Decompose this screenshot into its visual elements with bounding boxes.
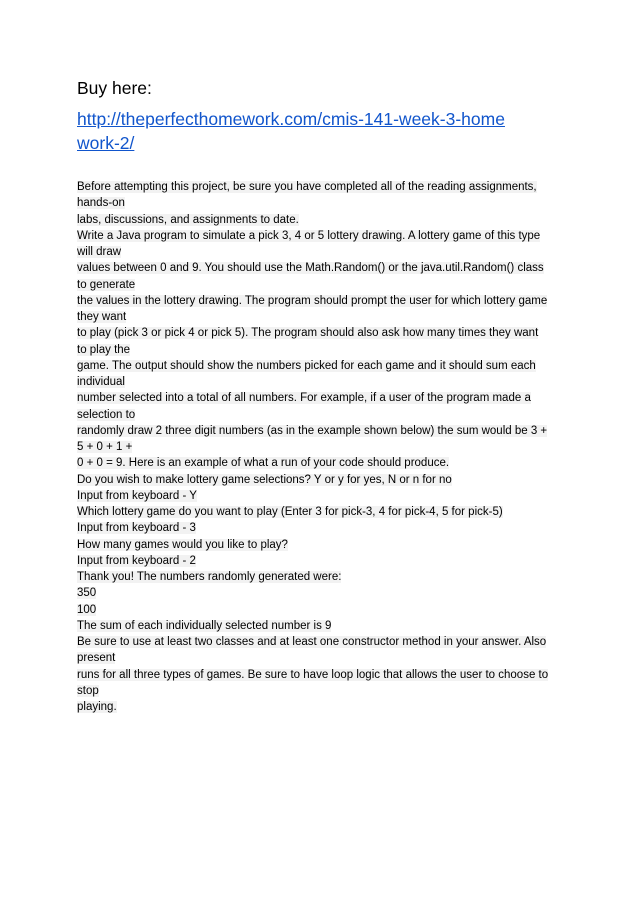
text-line-content: Which lottery game do you want to play (Enter 3 for pick-3, 4 for pick-4, 5 for pick-5) [77, 506, 503, 518]
text-line-content: Before attempting this project, be sure you have completed all of the reading assignments, [77, 181, 537, 193]
product-link-line-1[interactable]: http://theperfecthomework.com/cmis-141-week-3-home [77, 109, 505, 129]
text-line [77, 634, 567, 650]
text-line-content: 350 [77, 587, 97, 600]
text-line [77, 537, 567, 553]
text-line [77, 342, 567, 358]
text-line [77, 439, 567, 455]
assignment-text [77, 179, 567, 715]
text-line [77, 472, 567, 488]
text-line-content: to play (pick 3 or pick 4 or pick 5). The program should also ask how many times they want [77, 327, 539, 340]
product-link[interactable] [77, 107, 567, 155]
text-line [77, 618, 567, 634]
text-line-content: will draw [77, 246, 122, 258]
text-line-content: stop [77, 684, 99, 697]
text-line [77, 325, 567, 341]
text-line [77, 488, 567, 504]
text-line [77, 553, 567, 569]
text-line [77, 228, 567, 244]
text-line-content: values between 0 and 9. You should use the Math.Random() or the java.util.Random() class [77, 262, 544, 275]
text-line-content: labs, discussions, and assignments to date. [77, 213, 299, 226]
text-line [77, 569, 567, 585]
text-line-content: Do you wish to make lottery game selections? Y or y for yes, N or n for no [77, 473, 452, 486]
text-line [77, 260, 567, 276]
text-line [77, 504, 567, 520]
text-line-content: game. The output should show the numbers picked for each game and it should sum each [77, 359, 536, 372]
text-line [77, 390, 567, 406]
text-line-content: Input from keyboard - 2 [77, 554, 196, 567]
document-page [77, 76, 567, 715]
text-line-content: 5 + 0 + 1 + [77, 441, 133, 453]
text-line [77, 423, 567, 439]
text-line [77, 650, 567, 666]
text-line [77, 277, 567, 293]
text-line [77, 374, 567, 390]
text-line-content: individual [77, 376, 125, 388]
text-line [77, 602, 567, 618]
text-line-content: playing. [77, 701, 117, 713]
text-line-content: Be sure to use at least two classes and at least one constructor method in your answer. Also [77, 636, 547, 648]
product-link-line-2[interactable]: work-2/ [77, 133, 135, 153]
text-line-content: to play the [77, 343, 131, 356]
text-line-content: they want [77, 311, 127, 323]
text-line-content: randomly draw 2 three digit numbers (as in the example shown below) the sum would be 3 + [77, 424, 548, 437]
text-line-content: selection to [77, 408, 136, 421]
text-line-content: hands-on [77, 197, 125, 210]
text-line [77, 309, 567, 325]
text-line-content: runs for all three types of games. Be sure to have loop logic that allows the user to choose to [77, 668, 549, 681]
text-line-content: number selected into a total of all numbers. For example, if a user of the program made a [77, 392, 531, 405]
text-line [77, 520, 567, 536]
text-line-content: present [77, 652, 116, 665]
text-line [77, 585, 567, 601]
text-line-content: to generate [77, 278, 136, 291]
text-line [77, 455, 567, 471]
text-line-content: the values in the lottery drawing. The program should prompt the user for which lottery game [77, 294, 548, 307]
text-line-content: 0 + 0 = 9. Here is an example of what a run of your code should produce. [77, 457, 450, 470]
text-line-content: How many games would you like to play? [77, 538, 288, 551]
text-line-content: Input from keyboard - 3 [77, 522, 196, 535]
text-line-content: Write a Java program to simulate a pick 3, 4 or 5 lottery drawing. A lottery game of this type [77, 229, 541, 242]
text-line-content: The sum of each individually selected number is 9 [77, 619, 332, 632]
text-line [77, 699, 567, 715]
text-line [77, 667, 567, 683]
text-line-content: 100 [77, 603, 97, 616]
text-line-content: Input from keyboard - Y [77, 489, 197, 502]
text-line [77, 683, 567, 699]
text-line [77, 244, 567, 260]
buy-here-heading: Buy here: [77, 78, 152, 98]
text-line [77, 195, 567, 211]
text-line [77, 407, 567, 423]
text-line [77, 212, 567, 228]
text-line [77, 293, 567, 309]
text-line [77, 358, 567, 374]
text-line [77, 179, 567, 195]
text-line-content: Thank you! The numbers randomly generated were: [77, 571, 342, 583]
